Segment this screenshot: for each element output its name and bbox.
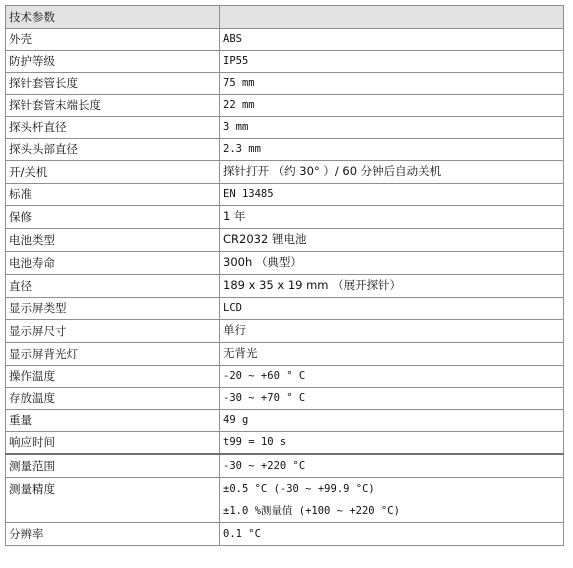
- row-value-text: 1 年: [223, 209, 246, 223]
- row-label: 操作温度: [6, 366, 220, 388]
- table-row: [6, 229, 564, 252]
- row-label: 探针套管长度: [6, 73, 220, 95]
- row-label-text: 测量精度: [9, 482, 55, 496]
- row-label: 重量: [6, 410, 220, 432]
- table-row: [6, 478, 564, 523]
- row-label: 探针套管末端长度: [6, 95, 220, 117]
- table-row: [6, 275, 564, 298]
- row-label: 存放温度: [6, 388, 220, 410]
- row-label: 直径: [6, 275, 220, 298]
- table-row: [6, 161, 564, 184]
- row-value: t99 = 10 s: [220, 432, 564, 455]
- row-label: 开/关机: [6, 161, 220, 184]
- row-label: 显示屏类型: [6, 298, 220, 320]
- table-row: [6, 366, 564, 388]
- table-row: [6, 206, 564, 229]
- spec-table: [5, 5, 564, 546]
- table-row: [6, 184, 564, 206]
- table-row: [6, 523, 564, 546]
- table-row: [6, 95, 564, 117]
- row-value-text: 无背光: [223, 346, 258, 360]
- row-label: 防护等级: [6, 51, 220, 73]
- table-row: [6, 252, 564, 275]
- row-value-text: 300h （典型）: [223, 255, 302, 269]
- table-row: [6, 410, 564, 432]
- row-label: 分辨率: [6, 523, 220, 546]
- row-label: 探头头部直径: [6, 139, 220, 161]
- row-label: 响应时间: [6, 432, 220, 455]
- table-row: [6, 139, 564, 161]
- row-label: 保修: [6, 206, 220, 229]
- table-row: [6, 454, 564, 478]
- row-value: 49 g: [220, 410, 564, 432]
- row-value: -30 ~ +70 ° C: [220, 388, 564, 410]
- row-value-text: 单行: [223, 323, 246, 337]
- row-value: [220, 161, 564, 184]
- row-value: LCD: [220, 298, 564, 320]
- table-row: [6, 298, 564, 320]
- row-value: 3 mm: [220, 117, 564, 139]
- row-value: EN 13485: [220, 184, 564, 206]
- table-row: [6, 73, 564, 95]
- row-label: 探头杆直径: [6, 117, 220, 139]
- row-value: 75 mm: [220, 73, 564, 95]
- row-value: -30 ~ +220 °C: [220, 454, 564, 478]
- row-value-text: 189 x 35 x 19 mm （展开探针）: [223, 278, 402, 292]
- table-row: [6, 320, 564, 343]
- row-value: [220, 343, 564, 366]
- row-label: 显示屏尺寸: [6, 320, 220, 343]
- row-value-line-2: ±1.0 %测量值 (+100 ~ +220 °C): [223, 505, 400, 517]
- row-value: 0.1 °C: [220, 523, 564, 546]
- row-value: IP55: [220, 51, 564, 73]
- row-label: 标准: [6, 184, 220, 206]
- table-row: [6, 51, 564, 73]
- table-row: [6, 29, 564, 51]
- row-value-text: CR2032 锂电池: [223, 232, 307, 246]
- row-label: [6, 478, 220, 523]
- row-value-text: 探针打开 （约 30° ）/ 60 分钟后自动关机: [223, 164, 442, 178]
- table-header-row: [6, 6, 564, 29]
- row-label: 电池寿命: [6, 252, 220, 275]
- row-value: [220, 252, 564, 275]
- row-value: 2.3 mm: [220, 139, 564, 161]
- row-value: [220, 478, 564, 523]
- row-value: -20 ~ +60 ° C: [220, 366, 564, 388]
- row-label: 外壳: [6, 29, 220, 51]
- row-value: ABS: [220, 29, 564, 51]
- table-row: [6, 343, 564, 366]
- row-value: [220, 206, 564, 229]
- row-label: 电池类型: [6, 229, 220, 252]
- header-label: 技术参数: [6, 6, 220, 29]
- table-row: [6, 117, 564, 139]
- row-label: 测量范围: [6, 454, 220, 478]
- header-value: [220, 6, 564, 29]
- row-value-line-1: ±0.5 °C (-30 ~ +99.9 °C): [223, 483, 375, 495]
- row-value: [220, 275, 564, 298]
- row-value: [220, 320, 564, 343]
- row-label: 显示屏背光灯: [6, 343, 220, 366]
- row-value: [220, 229, 564, 252]
- table-row: [6, 432, 564, 455]
- row-value: 22 mm: [220, 95, 564, 117]
- table-row: [6, 388, 564, 410]
